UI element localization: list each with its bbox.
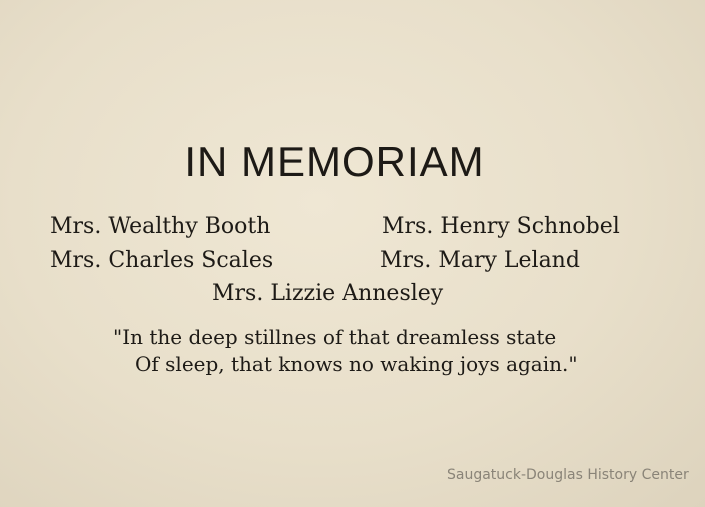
memorial-name: Mrs. Wealthy Booth xyxy=(50,214,271,239)
quote-line-1: "In the deep stillnes of that dreamless state xyxy=(113,325,557,349)
page-title: IN MEMORIAM xyxy=(184,138,485,185)
memorial-name: Mrs. Charles Scales xyxy=(50,248,274,273)
memorial-name: Mrs. Henry Schnobel xyxy=(382,214,620,239)
watermark-credit: Saugatuck-Douglas History Center xyxy=(447,467,689,483)
memorial-name: Mrs. Lizzie Annesley xyxy=(212,281,444,306)
quote-line-2: Of sleep, that knows no waking joys again." xyxy=(135,352,578,376)
memorial-name: Mrs. Mary Leland xyxy=(380,248,580,273)
